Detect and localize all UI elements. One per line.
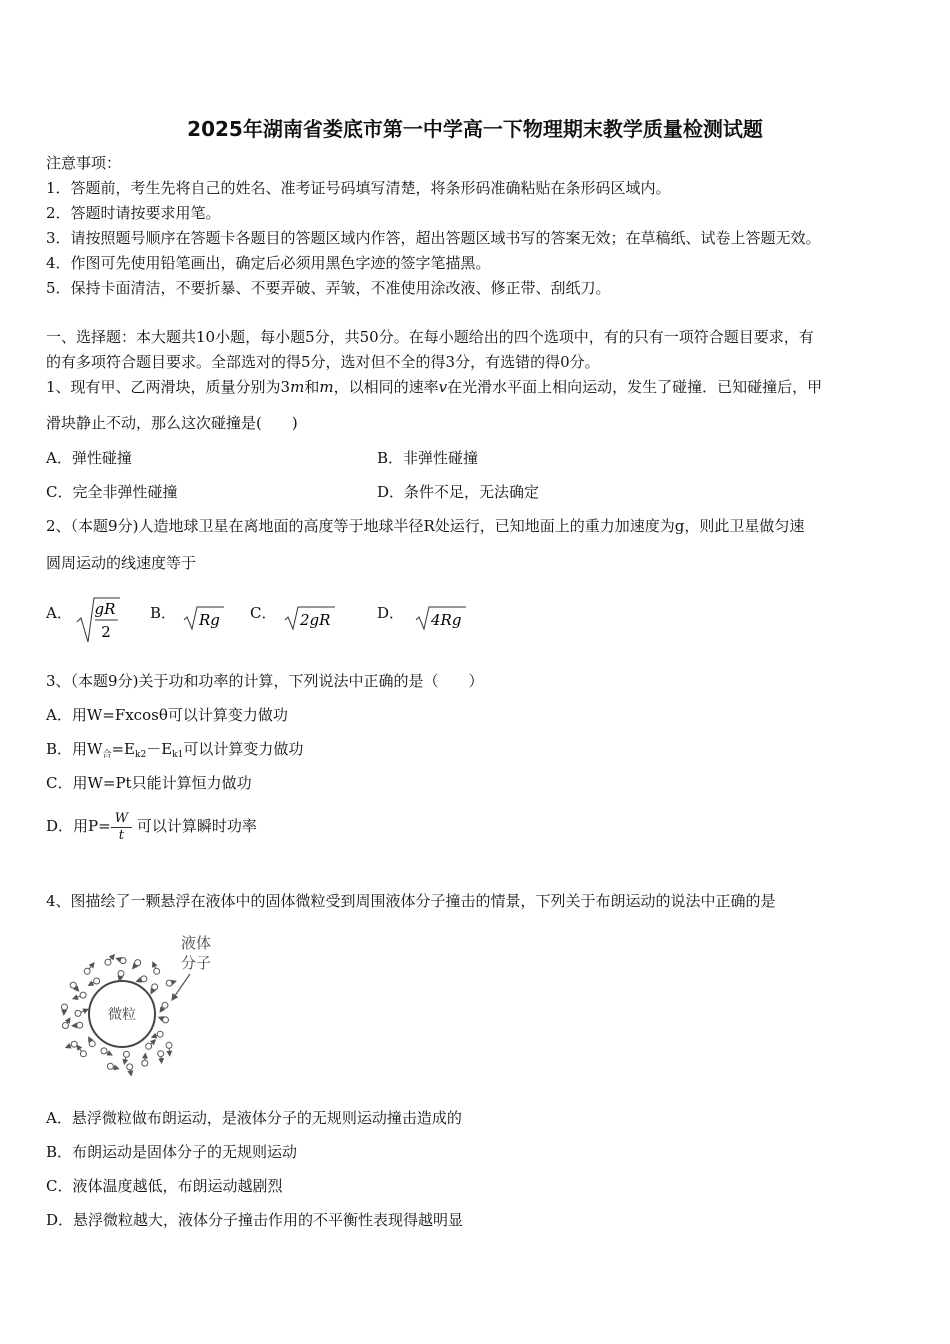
q3-option-b-text-d: 可以计算变力做功 <box>183 740 304 758</box>
q2-option-a-label[interactable]: A． <box>46 604 72 622</box>
molecule-velocity-arrow <box>67 1018 70 1023</box>
q2-option-b-text: Rg <box>199 611 220 629</box>
brownian-motion-figure <box>50 930 225 1080</box>
q2-option-d-text: 4Rg <box>431 611 462 629</box>
q4-option-b[interactable]: B．布朗运动是固体分子的无规则运动 <box>46 1143 298 1161</box>
q3-option-d-text-a: D．用P= <box>46 817 111 835</box>
liquid-molecule <box>70 982 76 988</box>
q1-text-d: 在光滑水平面上相向运动，发生了碰撞．已知碰撞后，甲 <box>447 378 823 396</box>
q3-option-b-sub1: 合 <box>102 750 112 760</box>
molecule-velocity-arrow <box>89 982 94 985</box>
liquid-molecule <box>107 1063 113 1069</box>
molecule-velocity-arrow <box>151 990 153 994</box>
liquid-label-line2: 分子 <box>181 954 212 972</box>
liquid-molecule <box>152 984 158 990</box>
q2-option-c-expr <box>283 603 339 633</box>
liquid-molecule <box>118 971 124 977</box>
q1-option-b[interactable]: B．非弹性碰撞 <box>377 449 479 467</box>
notice-item-5: 5．保持卡面清洁，不要折暴、不要弄破、弄皱，不准使用涂改液、修正带、刮纸刀。 <box>46 279 611 297</box>
liquid-molecule <box>105 959 111 965</box>
q4-option-d[interactable]: D．悬浮微粒越大，液体分子撞击作用的不平衡性表现得越明显 <box>46 1211 464 1229</box>
liquid-molecule <box>146 1043 152 1049</box>
q3-option-b-sub3: k1 <box>172 750 184 760</box>
q2-option-d-label[interactable]: D． <box>377 604 405 622</box>
q3-option-b[interactable] <box>46 739 303 765</box>
liquid-molecule <box>80 1051 86 1057</box>
q3-option-a[interactable]: A．用W=Fxcosθ可以计算变力做功 <box>46 706 288 724</box>
liquid-label-line1: 液体 <box>181 934 212 952</box>
q2-option-a-den: 2 <box>101 623 111 641</box>
q1-text-c: ，以相同的速率 <box>333 378 439 396</box>
q3-option-c[interactable]: C．用W=Pt只能计算恒力做功 <box>46 774 252 792</box>
q3-option-d[interactable] <box>46 808 257 844</box>
molecule-velocity-arrow <box>107 1052 112 1055</box>
liquid-molecule <box>101 1048 107 1054</box>
liquid-molecule <box>123 1051 129 1057</box>
liquid-molecule <box>120 958 126 964</box>
q1-stem-line2: 滑块静止不动，那么这次碰撞是( ) <box>46 414 298 432</box>
molecule-velocity-arrow <box>66 1045 72 1047</box>
label-pointer-arrow <box>172 974 190 1000</box>
q1-text-a: 1、现有甲、乙两滑块，质量分别为3 <box>46 378 291 396</box>
liquid-molecule <box>135 960 141 966</box>
q3-option-b-sub2: k2 <box>135 750 147 760</box>
q1-mass-m2: m <box>319 378 334 396</box>
liquid-molecule <box>166 1042 172 1048</box>
q2-stem-line1: 2、（本题9分)人造地球卫星在离地面的高度等于地球半径R处运行，已知地面上的重力加速度为g，则此卫星做匀速 <box>46 517 805 535</box>
molecule-velocity-arrow <box>151 1040 156 1044</box>
molecule-velocity-arrow <box>113 1067 118 1069</box>
liquid-molecule <box>84 968 90 974</box>
liquid-molecule <box>77 1022 83 1028</box>
q3-option-b-text-c: －E <box>146 740 173 758</box>
molecule-velocity-arrow <box>161 1057 162 1063</box>
notice-heading: 注意事项： <box>46 154 122 172</box>
molecule-velocity-arrow <box>116 958 120 959</box>
q1-option-c[interactable]: C．完全非弹性碰撞 <box>46 483 178 501</box>
notice-item-3: 3．请按照题号顺序在答题卡各题目的答题区域内作答，超出答题区域书写的答案无效；在草稿纸、试卷上答题无效。 <box>46 229 821 247</box>
page-title: 2025年湖南省娄底市第一中学高一下物理期末教学质量检测试题 <box>187 117 763 141</box>
q2-option-a-expr <box>74 592 124 648</box>
q4-option-c[interactable]: C．液体温度越低，布朗运动越剧烈 <box>46 1177 283 1195</box>
q3-option-b-text-a: B．用W <box>46 740 103 758</box>
liquid-molecule <box>94 978 100 984</box>
liquid-molecule <box>62 1023 68 1029</box>
molecule-velocity-arrow <box>89 1037 91 1041</box>
q3-option-d-text-b: 可以计算瞬时功率 <box>136 817 257 835</box>
liquid-molecule <box>80 992 86 998</box>
molecule-velocity-arrow <box>153 962 156 968</box>
liquid-molecule <box>154 968 160 974</box>
molecule-velocity-arrow <box>124 1057 126 1064</box>
q1-text-b: 和 <box>304 378 320 396</box>
notice-item-1: 1．答题前，考生先将自己的姓名、准考证号码填写清楚，将条形码准确粘贴在条形码区域内。 <box>46 179 671 197</box>
molecule-velocity-arrow <box>81 1009 88 1012</box>
q4-stem: 4、图描绘了一颗悬浮在液体中的固体微粒受到周围液体分子撞击的情景，下列关于布朗运动的说法中正确的是 <box>46 892 776 910</box>
particle-label: 微粒 <box>108 1007 136 1023</box>
q3-option-b-text-b: =E <box>111 740 135 758</box>
section-intro-line2: 的有多项符合题目要求。全部选对的得5分，选对但不全的得3分，有选错的得0分。 <box>46 353 600 371</box>
q3-stem: 3、（本题9分)关于功和功率的计算，下列说法中正确的是（ ） <box>46 672 484 690</box>
section-intro-line1: 一、选择题：本大题共10小题，每小题5分，共50分。在每小题给出的四个选项中，有的只有一项符合题目要求，有 <box>46 328 814 346</box>
liquid-molecule <box>162 1002 168 1008</box>
liquid-molecule <box>62 1004 68 1010</box>
notice-item-2: 2．答题时请按要求用笔。 <box>46 204 221 222</box>
q2-option-c-label[interactable]: C． <box>250 604 277 622</box>
q3-option-d-fraction <box>111 811 132 844</box>
q2-option-b-label[interactable]: B． <box>150 604 177 622</box>
q1-velocity-v: v <box>438 378 448 396</box>
molecule-velocity-arrow <box>172 981 176 982</box>
molecule-velocity-arrow <box>75 987 78 991</box>
q2-option-a-num: gR <box>94 600 116 618</box>
q1-option-a[interactable]: A．弹性碰撞 <box>46 449 132 467</box>
molecule-velocity-arrow <box>77 1045 82 1051</box>
liquid-molecule <box>157 1031 163 1037</box>
q4-option-a[interactable]: A．悬浮微粒做布朗运动，是液体分子的无规则运动撞击造成的 <box>46 1109 462 1127</box>
liquid-molecule <box>89 1041 95 1047</box>
molecule-velocity-arrow <box>169 1048 170 1056</box>
q2-option-d-expr <box>414 603 470 633</box>
liquid-molecule <box>71 1041 77 1047</box>
molecule-velocity-arrow <box>73 996 80 999</box>
q2-option-c-text: 2gR <box>300 611 331 629</box>
q2-stem-line2: 圆周运动的线速度等于 <box>46 554 197 572</box>
molecule-velocity-arrow <box>159 1017 163 1019</box>
q1-stem-line1 <box>46 377 822 397</box>
q3-option-d-den: t <box>118 827 124 843</box>
liquid-molecule <box>75 1010 81 1016</box>
notice-item-4: 4．作图可先使用铅笔画出，确定后必须用黑色字迹的签字笔描黑。 <box>46 254 491 272</box>
q1-mass-m1: m <box>290 378 305 396</box>
molecule-velocity-arrow <box>160 1008 163 1012</box>
molecule-velocity-arrow <box>133 965 136 969</box>
q2-option-b-expr <box>182 603 228 633</box>
liquid-molecule <box>142 1060 148 1066</box>
q1-option-d[interactable]: D．条件不足，无法确定 <box>377 483 540 501</box>
molecule-velocity-arrow <box>110 955 115 960</box>
molecule-velocity-arrow <box>130 1070 131 1076</box>
molecule-velocity-arrow <box>136 980 141 982</box>
molecule-velocity-arrow <box>89 963 94 969</box>
liquid-molecule <box>141 976 147 982</box>
liquid-molecule <box>163 1017 169 1023</box>
liquid-molecule <box>127 1064 133 1070</box>
liquid-molecule <box>166 980 172 986</box>
molecule-velocity-arrow <box>152 1035 158 1037</box>
liquid-molecule <box>158 1051 164 1057</box>
q3-option-d-num: W <box>111 811 132 828</box>
